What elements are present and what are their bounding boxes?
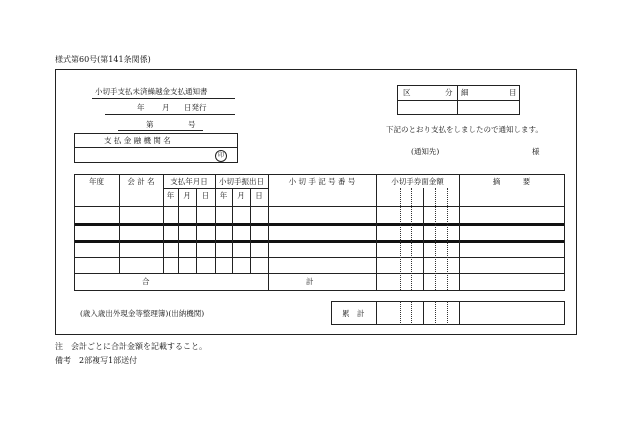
category-label-bun: 分 (445, 88, 453, 97)
notice-text: 下記のとおり支払をしましたので通知します。 (386, 125, 543, 134)
digit-separator (400, 301, 401, 325)
digit-separator (411, 188, 412, 290)
digit-separator (435, 188, 436, 290)
cumulative-col-line (423, 301, 424, 325)
issue-month: 月 (162, 103, 170, 112)
detail-label-moku: 目 (509, 88, 517, 97)
header-pay-date: 支払年月日 (170, 177, 208, 186)
title-underline (92, 98, 235, 99)
table-col-line (196, 188, 197, 273)
subheader-issue-month: 月 (237, 191, 245, 200)
recipient-honorific: 様 (532, 147, 540, 156)
table-bottom-border (74, 290, 565, 291)
table-col-line (119, 174, 120, 273)
table-col-line (215, 174, 216, 273)
issue-year: 年 (137, 103, 145, 112)
table-thick-rule-2 (74, 240, 565, 243)
header-account: 会 計 名 (127, 177, 155, 186)
cumulative-label: 累 計 (342, 309, 365, 318)
digit-separator (400, 188, 401, 290)
note-totals: 注 会計ごとに合計金額を記載すること。 (55, 342, 207, 351)
digit-separator (411, 301, 412, 325)
category-box-divider (397, 100, 520, 101)
table-row-line-2 (74, 257, 565, 258)
table-col-line (564, 174, 565, 290)
table-col-line (376, 174, 377, 290)
category-label-ku: 区 (403, 88, 411, 97)
issue-date-underline (105, 114, 235, 115)
header-issue-date: 小切手振出日 (219, 177, 264, 186)
payer-label: 支 払 金 融 機 関 名 (104, 136, 171, 145)
detail-label-sai: 細 (461, 88, 469, 97)
table-thick-rule-1 (74, 223, 565, 226)
number-underline (118, 130, 203, 131)
payer-box-divider (74, 147, 238, 148)
header-year: 年度 (89, 177, 104, 186)
table-col-line (250, 188, 251, 273)
number-prefix: 第 (146, 120, 154, 129)
seal-mark: 印 (215, 150, 227, 162)
header-summary: 摘 要 (492, 177, 531, 186)
table-col-line (459, 174, 460, 290)
table-row-line (74, 206, 565, 207)
form-reference: 様式第60号(第141条関係) (55, 55, 151, 64)
digit-separator (447, 301, 448, 325)
recipient-label: (通知先) (411, 147, 440, 156)
header-amount: 小切手券面金額 (391, 177, 444, 186)
cumulative-col-line (459, 301, 460, 325)
subheader-issue-year: 年 (219, 191, 228, 200)
table-col-line (232, 188, 233, 273)
subheader-issue-day: 日 (255, 191, 263, 200)
digit-separator (447, 188, 448, 290)
form-title: 小切手支払未済繰越金支払通知書 (95, 87, 208, 96)
note-copies: 備考 2部複写1部送付 (55, 356, 138, 365)
subheader-pay-day: 日 (201, 191, 210, 200)
footer-ledger-label: (歳入歳出外現金等整理簿)(出納機関) (80, 309, 205, 318)
subheader-pay-month: 月 (183, 191, 191, 200)
table-top-border (74, 174, 565, 175)
table-col-line (178, 188, 179, 273)
total-label-kei: 計 (306, 277, 314, 286)
total-label-go: 合 (142, 277, 150, 286)
table-col-line (74, 174, 75, 290)
number-suffix: 号 (188, 120, 196, 129)
issue-day: 日発行 (184, 103, 207, 112)
table-col-line (268, 174, 269, 290)
subheader-pay-year: 年 (166, 191, 175, 200)
table-col-line (163, 174, 164, 273)
cumulative-col-line (376, 301, 377, 325)
category-box-split (457, 85, 458, 115)
digit-separator (435, 301, 436, 325)
table-row-line-3 (74, 273, 565, 274)
header-check-number: 小 切 手 記 号 番 号 (288, 177, 356, 186)
table-col-line (423, 188, 424, 290)
cumulative-box (331, 301, 565, 325)
